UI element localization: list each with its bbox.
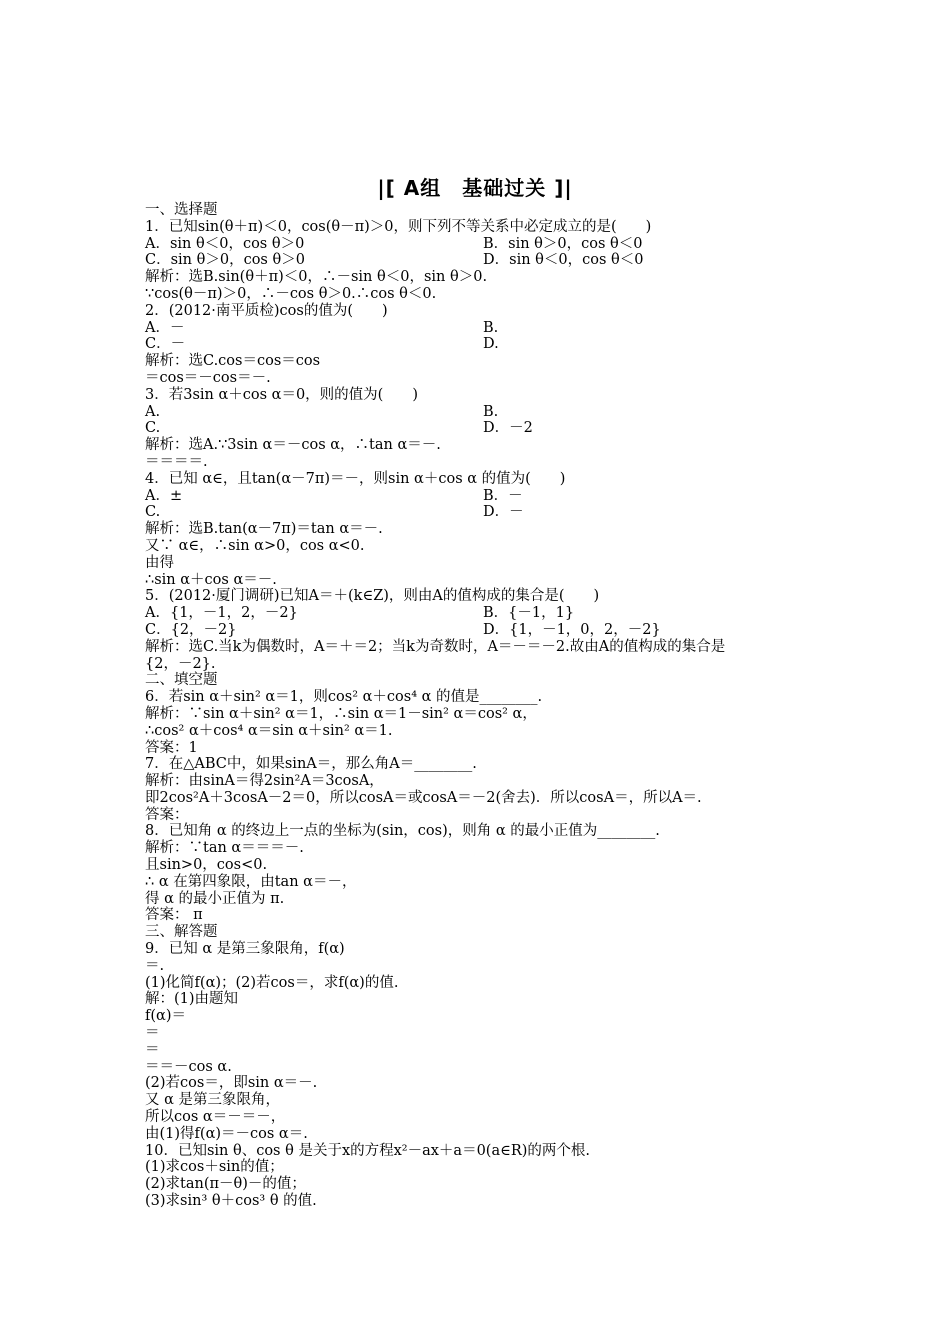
option-row <box>145 236 845 253</box>
text-line: 即2cos²A＋3cosA－2＝0，所以cosA＝或cosA＝－2(舍去)．所以cosA＝，所以A＝. <box>145 789 702 806</box>
text-line: ∵cos(θ－π)＞0，∴－cos θ＞0.∴cos θ＜0. <box>145 285 437 302</box>
text-line: (3)求sin³ θ＋cos³ θ 的值. <box>145 1193 317 1210</box>
option-left: A. <box>145 403 161 420</box>
text-line: ＝＝＝＝. <box>145 453 208 470</box>
text-line: 所以cos α＝－＝－， <box>145 1109 286 1126</box>
text-line: 10．已知sin θ、cos θ 是关于x的方程x²－ax＋a＝0(a∈R)的两个根. <box>145 1142 591 1159</box>
text-line: (1)化简f(α)；(2)若cos＝，求f(α)的值. <box>145 974 399 991</box>
text-line: (2)若cos＝，即sin α＝－. <box>145 1075 318 1092</box>
text-line: 3．若3sin α＋cos α＝0，则的值为( ) <box>145 386 418 403</box>
option-left: A．± <box>145 487 183 504</box>
text-line: 7．在△ABC中，如果sinA＝，那么角A＝________. <box>145 756 477 773</box>
option-right: D．－2 <box>483 420 533 437</box>
option-row <box>145 622 845 639</box>
option-right: D. <box>483 336 499 353</box>
text-line: 解析：选A.∵3sin α＝－cos α，∴tan α＝－. <box>145 437 441 454</box>
option-row <box>145 252 845 269</box>
option-row <box>145 320 845 337</box>
option-left: C. <box>145 504 161 521</box>
option-left: C．sin θ＞0，cos θ＞0 <box>145 252 305 269</box>
text-line: ＝ <box>145 1041 160 1058</box>
text-line: 三、解答题 <box>145 924 218 941</box>
text-line: 且sin>0，cos<0. <box>145 857 268 874</box>
text-line: 6．若sin α＋sin² α＝1，则cos² α＋cos⁴ α 的值是________. <box>145 689 543 706</box>
text-line: ＝. <box>145 957 165 974</box>
option-right: B. <box>483 403 499 420</box>
text-line: 9．已知 α 是第三象限角，f(α) <box>145 941 345 958</box>
text-line: 2．(2012·南平质检)cos的值为( ) <box>145 302 388 319</box>
option-left: C. <box>145 420 161 437</box>
text-line: (2)求tan(π－θ)－的值； <box>145 1176 306 1193</box>
text-line: 4．已知 α∈，且tan(α－7π)＝－，则sin α＋cos α 的值为( ) <box>145 470 566 487</box>
text-line: 又 α 是第三象限角， <box>145 1092 281 1109</box>
section-header <box>0 172 950 201</box>
option-right: D．sin θ＜0，cos θ＜0 <box>483 252 644 269</box>
text-line: 5．(2012·厦门调研)已知A＝＋(k∈Z)，则由A的值构成的集合是( ) <box>145 588 600 605</box>
option-left: A．{1，－1，2，－2} <box>145 605 298 622</box>
text-line: 解析：选C.cos＝cos＝cos <box>145 353 321 370</box>
text-line: {2，－2}. <box>145 655 216 672</box>
option-right: B. <box>483 319 499 336</box>
text-line: 由得 <box>145 554 174 571</box>
text-line: 解析：由sinA＝得2sin²A＝3cosA， <box>145 773 384 790</box>
text-line: 1．已知sin(θ＋π)＜0，cos(θ－π)＞0，则下列不等关系中必定成立的是( ) <box>145 218 652 235</box>
header-right-bracket: ]| <box>554 176 573 200</box>
text-line: 得 α 的最小正值为 π. <box>145 890 285 907</box>
text-line: 8．已知角 α 的终边上一点的坐标为(sin，cos)，则角 α 的最小正值为________. <box>145 823 660 840</box>
option-row <box>145 488 845 505</box>
text-line: 由(1)得f(α)＝－cos α＝. <box>145 1125 308 1142</box>
text-line: 答案：1 <box>145 739 198 756</box>
text-line: 又∵ α∈，∴sin α>0，cos α<0. <box>145 537 365 554</box>
option-right: D．{1，－1，0，2，－2} <box>483 621 661 638</box>
option-left: A．－ <box>145 319 185 336</box>
text-line: (1)求cos＋sin的值； <box>145 1159 284 1176</box>
text-line: ＝ <box>145 1025 160 1042</box>
option-left: A．sin θ＜0，cos θ＞0 <box>145 235 305 252</box>
text-line: 解析：选C.当k为偶数时，A＝＋＝2；当k为奇数时，A＝－＝－2.故由A的值构成的集合是 <box>145 638 726 655</box>
option-right: B．{－1，1} <box>483 605 575 622</box>
option-right: B．sin θ＞0，cos θ＜0 <box>483 235 643 252</box>
text-line: 二、填空题 <box>145 672 218 689</box>
text-line: ∴cos² α＋cos⁴ α＝sin α＋sin² α＝1. <box>145 722 393 739</box>
option-row <box>145 420 845 437</box>
option-left: C．－ <box>145 336 186 353</box>
text-line: 解析：选B.tan(α－7π)＝tan α＝－. <box>145 521 383 538</box>
text-line: f(α)＝ <box>145 1008 186 1025</box>
option-row <box>145 605 845 622</box>
text-line: ＝＝－cos α. <box>145 1058 232 1075</box>
text-line: 答案： <box>145 806 189 823</box>
option-row <box>145 404 845 421</box>
option-row <box>145 336 845 353</box>
option-right: B．－ <box>483 487 523 504</box>
section-title: A组 基础过关 <box>403 176 547 200</box>
header-left-bracket: |[ <box>377 176 396 200</box>
option-left: C．{2，－2} <box>145 621 237 638</box>
text-line: ∴sin α＋cos α＝－. <box>145 571 277 588</box>
option-row <box>145 504 845 521</box>
text-line: 解析：选B.sin(θ＋π)＜0，∴－sin θ＜0，sin θ＞0. <box>145 269 488 286</box>
text-line: ∴ α 在第四象限，由tan α＝－， <box>145 873 357 890</box>
text-line: 解析：∵sin α＋sin² α＝1，∴sin α＝1－sin² α＝cos² α， <box>145 705 537 722</box>
text-line: 解：(1)由题知 <box>145 991 239 1008</box>
text-line: 答案： π <box>145 907 203 924</box>
text-line: 解析：∵tan α＝＝＝－. <box>145 840 304 857</box>
text-line: 一、选择题 <box>145 202 218 218</box>
option-right: D．－ <box>483 504 524 521</box>
text-line: ＝cos＝－cos＝－. <box>145 369 271 386</box>
document-body <box>145 202 845 1210</box>
